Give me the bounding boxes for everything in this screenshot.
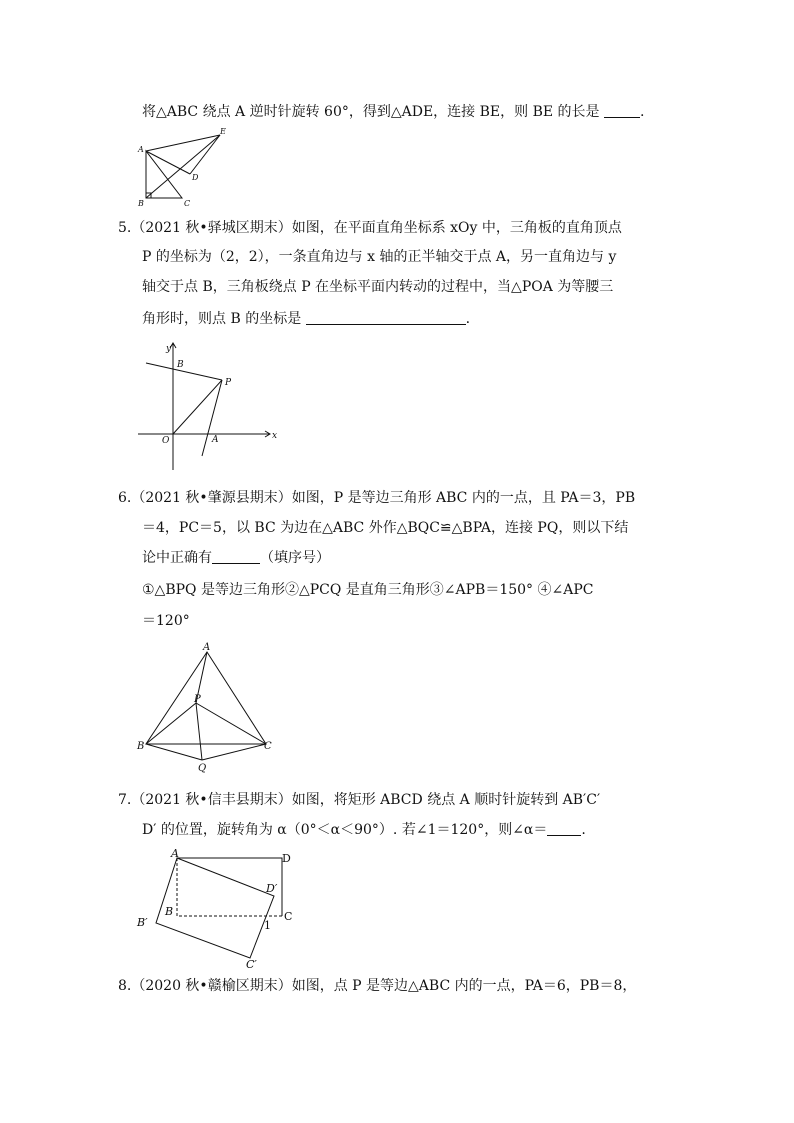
q7-text-line-1: 7.（2021 秋•信丰县期末）如图，将矩形 ABCD 绕点 A 顺时针旋转到 AB′C′ [118, 792, 601, 808]
q5-text-line-4 [142, 309, 470, 329]
q5-text-line-2: P 的坐标为（2，2），一条直角边与 x 轴的正半轴交于点 A，另一直角边与 y [142, 249, 617, 265]
fig6-segment-cq [202, 744, 266, 760]
fig6-triangle-abc [146, 652, 266, 744]
fig6-segment-pq [196, 703, 202, 760]
fig4-segment-ae [146, 135, 220, 151]
q4-period: . [640, 104, 645, 120]
q6-text: 论中正确有 [142, 550, 212, 566]
q6-text-line-3 [142, 548, 330, 568]
q7-period: . [581, 822, 586, 838]
q6-answer-blank[interactable] [212, 549, 260, 564]
fig5-label-a: A [212, 435, 219, 445]
fig4-segment-ad [146, 151, 190, 174]
q7-text-line-2 [142, 820, 586, 840]
q5-text-line-1: 5.（2021 秋•驿城区期末）如图，在平面直角坐标系 xOy 中，三角板的直角顶点 [118, 220, 622, 236]
fig4-segment-be [146, 135, 220, 198]
fig6-label-c: C [264, 741, 272, 752]
fig6-label-q: Q [198, 763, 207, 774]
q6-options: ①△BPQ 是等边三角形②△PCQ 是直角三角形③∠APB＝150° ④∠APC [142, 582, 594, 598]
fig7-label-d-prime: D′ [266, 882, 278, 895]
fig7-label-b: B [165, 905, 174, 918]
figure-q4 [136, 126, 236, 208]
figure-q7 [136, 846, 306, 970]
fig5-label-b: B [177, 360, 184, 370]
q7-answer-blank[interactable] [547, 821, 581, 836]
fig5-label-o: O [162, 436, 170, 446]
q5-answer-blank[interactable] [306, 310, 466, 325]
fig6-segment-bq [146, 744, 202, 760]
fig7-label-d: D [282, 852, 291, 865]
fig6-label-p: P [194, 694, 201, 705]
q8-text-line-1: 8.（2020 秋•赣榆区期末）如图，点 P 是等边△ABC 内的一点，PA＝6，PB＝8， [118, 978, 637, 994]
fig7-label-c-prime: C′ [246, 958, 257, 971]
fig4-triangle-abc [146, 151, 182, 198]
q6-text-line-5: ＝120° [142, 613, 190, 629]
figure-q6 [136, 640, 286, 776]
fig4-label-c: C [184, 199, 191, 208]
fig5-label-p: P [225, 378, 232, 388]
q5-text: 角形时，则点 B 的坐标是 [142, 311, 302, 327]
q6-text-line-1: 6.（2021 秋•肇源县期末）如图，P 是等边三角形 ABC 内的一点，且 PA＝3，PB [118, 490, 636, 506]
fig7-label-1: 1 [264, 919, 271, 932]
q6-text-line-2: ＝4，PC＝5，以 BC 为边在△ABC 外作△BQC≌△BPA，连接 PQ，则以下结 [142, 520, 629, 536]
fig7-label-b-prime: B′ [137, 916, 148, 929]
q4-text: 将△ABC 绕点 A 逆时针旋转 60°，得到△ADE，连接 BE，则 BE 的长是 [142, 104, 600, 120]
fig7-label-a: A [171, 847, 179, 860]
fig7-label-c: C [284, 910, 293, 923]
fig4-label-b: B [138, 199, 144, 208]
fig6-label-a: A [203, 642, 211, 653]
fig4-label-d: D [192, 173, 199, 182]
fig5-leg-pb [146, 363, 222, 380]
q5-period: . [465, 311, 471, 327]
figure-q5 [136, 340, 286, 476]
fig4-label-e: E [220, 127, 226, 136]
q7-text: D′ 的位置，旋转角为 α（0°＜α＜90°）. 若∠1＝120°，则∠α＝ [142, 822, 548, 838]
q5-text-line-3: 轴交于点 B，三角板绕点 P 在坐标平面内转动的过程中，当△POA 为等腰三 [142, 279, 614, 295]
fig5-label-x: x [272, 431, 278, 441]
q4-answer-blank[interactable] [604, 103, 640, 118]
q6-hint: （填序号） [260, 550, 330, 566]
fig5-label-y: y [166, 344, 172, 354]
fig4-label-a: A [138, 145, 144, 154]
fig6-segment-pc [196, 703, 266, 744]
q4-text-line-1 [142, 102, 644, 122]
fig6-segment-pb [146, 703, 196, 744]
fig6-label-b: B [137, 741, 145, 752]
fig7-rect-ab2c2d2 [156, 858, 274, 958]
